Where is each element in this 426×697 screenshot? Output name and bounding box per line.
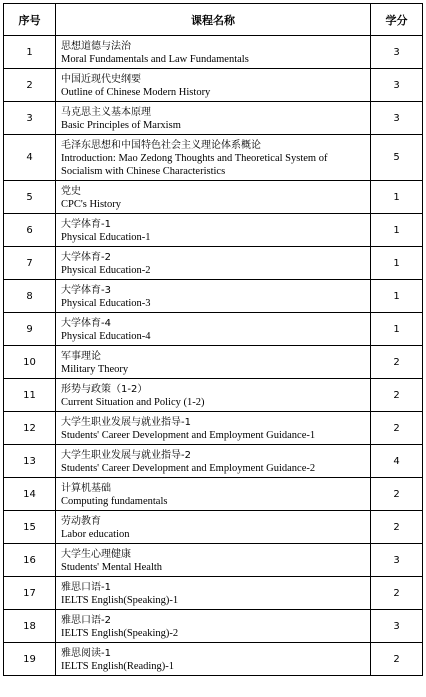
course-name-chinese: 中国近现代史纲要 [61,73,141,85]
course-name-english: Outline of Chinese Modern History [61,86,211,98]
course-name-english: IELTS English(Speaking)-1 [61,594,179,606]
course-name-cell [56,610,371,643]
course-number: 4 [4,135,56,181]
header-number: 序号 [4,4,56,36]
course-number: 1 [4,36,56,69]
course-name-cell [56,544,371,577]
course-name-chinese: 大学生职业发展与就业指导-1 [61,416,191,428]
table-header-row [4,4,423,36]
course-name-chinese: 思想道德与法治 [61,40,131,52]
course-name-cell [56,511,371,544]
course-name-english: IELTS English(Speaking)-2 [61,627,179,639]
course-number: 15 [4,511,56,544]
course-credit: 2 [371,643,423,676]
course-name-english: Physical Education-4 [61,330,151,342]
table-row [4,36,423,69]
course-credit: 3 [371,610,423,643]
table-row [4,610,423,643]
course-name-cell [56,181,371,214]
table-row [4,102,423,135]
course-name-chinese: 雅思阅读-1 [61,647,111,659]
course-name-chinese: 雅思口语-2 [61,614,111,626]
course-credit: 2 [371,577,423,610]
course-name-chinese: 劳动教育 [61,515,101,527]
table-row [4,445,423,478]
course-name-cell [56,36,371,69]
course-credit: 2 [371,511,423,544]
course-name-english: Computing fundamentals [61,495,168,507]
course-name-chinese: 大学体育-3 [61,284,111,296]
course-credit: 2 [371,379,423,412]
course-number: 5 [4,181,56,214]
course-name-cell [56,577,371,610]
course-name-english: Students' Mental Health [61,561,163,573]
course-name-cell [56,346,371,379]
table-row [4,643,423,676]
course-name-cell [56,379,371,412]
course-name-chinese: 大学体育-2 [61,251,111,263]
course-credit: 1 [371,214,423,247]
course-name-chinese: 军事理论 [61,350,101,362]
header-course-name: 课程名称 [56,4,371,36]
course-name-chinese: 计算机基础 [61,482,111,494]
course-name-english: Introduction: Mao Zedong Thoughts and Theoretical System of Socialism with Chinese Characteristics [61,152,328,177]
course-name-cell [56,214,371,247]
course-name-cell [56,102,371,135]
course-name-english: Military Theory [61,363,129,375]
course-name-chinese: 大学体育-1 [61,218,111,230]
course-name-english: Current Situation and Policy (1-2) [61,396,205,408]
table-row [4,544,423,577]
table-row [4,379,423,412]
table-row [4,69,423,102]
course-number: 16 [4,544,56,577]
course-credit: 1 [371,247,423,280]
table-row [4,313,423,346]
course-credit: 4 [371,445,423,478]
table-row [4,181,423,214]
course-name-chinese: 大学体育-4 [61,317,111,329]
course-credit: 2 [371,478,423,511]
header-credit: 学分 [371,4,423,36]
course-name-english: Basic Principles of Marxism [61,119,181,131]
course-number: 11 [4,379,56,412]
course-number: 18 [4,610,56,643]
course-name-cell [56,135,371,181]
course-table [3,3,423,676]
course-number: 19 [4,643,56,676]
course-number: 10 [4,346,56,379]
course-name-english: Students' Career Development and Employment Guidance-1 [61,429,316,441]
course-number: 12 [4,412,56,445]
course-credit: 3 [371,36,423,69]
course-name-english: CPC's History [61,198,121,210]
course-number: 14 [4,478,56,511]
course-credit: 2 [371,412,423,445]
course-credit: 3 [371,69,423,102]
course-name-cell [56,69,371,102]
course-number: 7 [4,247,56,280]
course-name-cell [56,247,371,280]
course-number: 2 [4,69,56,102]
course-number: 13 [4,445,56,478]
course-name-chinese: 毛泽东思想和中国特色社会主义理论体系概论 [61,139,261,151]
course-credit: 5 [371,135,423,181]
table-row [4,135,423,181]
course-name-cell [56,280,371,313]
course-name-english: Moral Fundamentals and Law Fundamentals [61,53,249,65]
course-credit: 1 [371,181,423,214]
course-name-chinese: 马克思主义基本原理 [61,106,151,118]
table-row [4,511,423,544]
course-name-english: Labor education [61,528,130,540]
course-name-chinese: 党史 [61,185,81,197]
table-row [4,478,423,511]
table-row [4,214,423,247]
table-row [4,412,423,445]
table-row [4,247,423,280]
course-credit: 1 [371,313,423,346]
course-name-cell [56,313,371,346]
table-row [4,577,423,610]
course-name-chinese: 形势与政策（1-2） [61,383,148,395]
course-name-cell [56,412,371,445]
course-name-cell [56,478,371,511]
course-number: 6 [4,214,56,247]
table-row [4,346,423,379]
course-name-chinese: 雅思口语-1 [61,581,111,593]
course-number: 9 [4,313,56,346]
course-name-english: Physical Education-3 [61,297,151,309]
course-name-cell [56,445,371,478]
course-number: 8 [4,280,56,313]
course-credit: 3 [371,544,423,577]
course-name-cell [56,643,371,676]
course-name-english: IELTS English(Reading)-1 [61,660,175,672]
course-credit: 1 [371,280,423,313]
course-table-body [4,36,423,676]
course-name-chinese: 大学生心理健康 [61,548,131,560]
course-name-chinese: 大学生职业发展与就业指导-2 [61,449,191,461]
course-name-english: Physical Education-1 [61,231,151,243]
course-number: 17 [4,577,56,610]
table-row [4,280,423,313]
course-name-english: Physical Education-2 [61,264,151,276]
course-credit: 3 [371,102,423,135]
course-name-english: Students' Career Development and Employment Guidance-2 [61,462,316,474]
course-number: 3 [4,102,56,135]
course-credit: 2 [371,346,423,379]
